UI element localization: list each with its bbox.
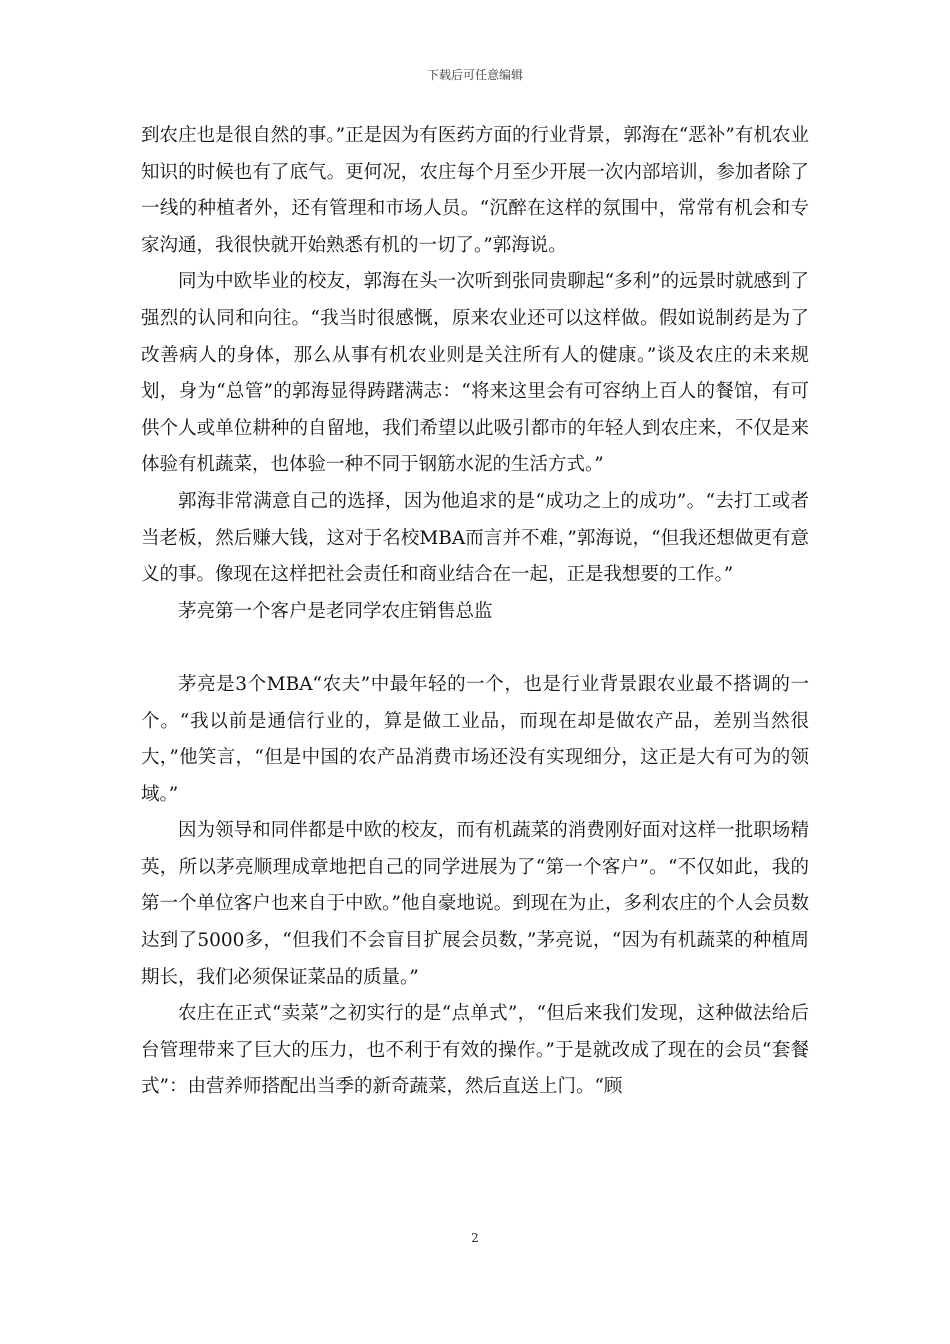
paragraph-4: 茅亮是3个MBA“农夫”中最年轻的一个，也是行业背景跟农业最不搭调的一个。“我以前是通信行业的，算是做工业品，而现在却是做农产品，差别当然很大，”他笑言，“但是中国的农产品消费市场还没有实现细分，这正是大有可为的领域。”	[141, 673, 809, 805]
page-number: 2	[471, 1231, 479, 1245]
paragraph-5: 因为领导和同伴都是中欧的校友，而有机蔬菜的消费刚好面对这样一批职场精英，所以茅亮顺理成章地把自己的同学进展为了“第一个客户”。“不仅如此，我的第一个单位客户也来自于中欧。”他自豪地说。到现在为止，多利农庄的个人会员数达到了5000多，“但我们不会盲目扩展会员数，”茅亮说，“因为有机蔬菜的种植周期长，我们必须保证菜品的质量。”	[141, 820, 809, 988]
page-header: 下载后可任意编辑	[426, 68, 523, 82]
paragraph-2: 同为中欧毕业的校友，郭海在头一次听到张同贵聊起“多利”的远景时就感到了强烈的认同和向往。“我当时很感慨，原来农业还可以这样做。假如说制药是为了改善病人的身体，那么从事有机农业则是关注所有人的健康。”谈及农庄的未来规划，身为“总管”的郭海显得踌躇满志：“将来这里会有可容纳上百人的餐馆，有可供个人或单位耕种的自留地，我们希望以此吸引都市的年轻人到农庄来，不仅是来体验有机蔬菜，也体验一种不同于钢筋水泥的生活方式。”	[141, 271, 809, 476]
paragraph-3: 郭海非常满意自己的选择，因为他追求的是“成功之上的成功”。“去打工或者当老板，然后赚大钱，这对于名校MBA而言并不难，”郭海说，“但我还想做更有意义的事。像现在这样把社会责任和商业结合在一起，正是我想要的工作。”	[141, 490, 809, 586]
paragraph-1: 到农庄也是很自然的事。”正是因为有医药方面的行业背景，郭海在“恶补”有机农业知识的时候也有了底气。更何况，农庄每个月至少开展一次内部培训，参加者除了一线的种植者外，还有管理和市场人员。“沉醉在这样的氛围中，常常有机会和专家沟通，我很快就开始熟悉有机的一切了。”郭海说。	[141, 125, 809, 256]
paragraph-6: 农庄在正式“卖菜”之初实行的是“点单式”，“但后来我们发现，这种做法给后台管理带来了巨大的压力，也不利于有效的操作。”于是就改成了现在的会员“套餐式”：由营养师搭配出当季的新奇蔬菜，然后直送上门。“顾	[141, 1003, 809, 1098]
document-body	[141, 118, 809, 1106]
blank-line	[141, 630, 809, 667]
section-heading: 茅亮第一个客户是老同学农庄销售总监	[178, 600, 493, 622]
